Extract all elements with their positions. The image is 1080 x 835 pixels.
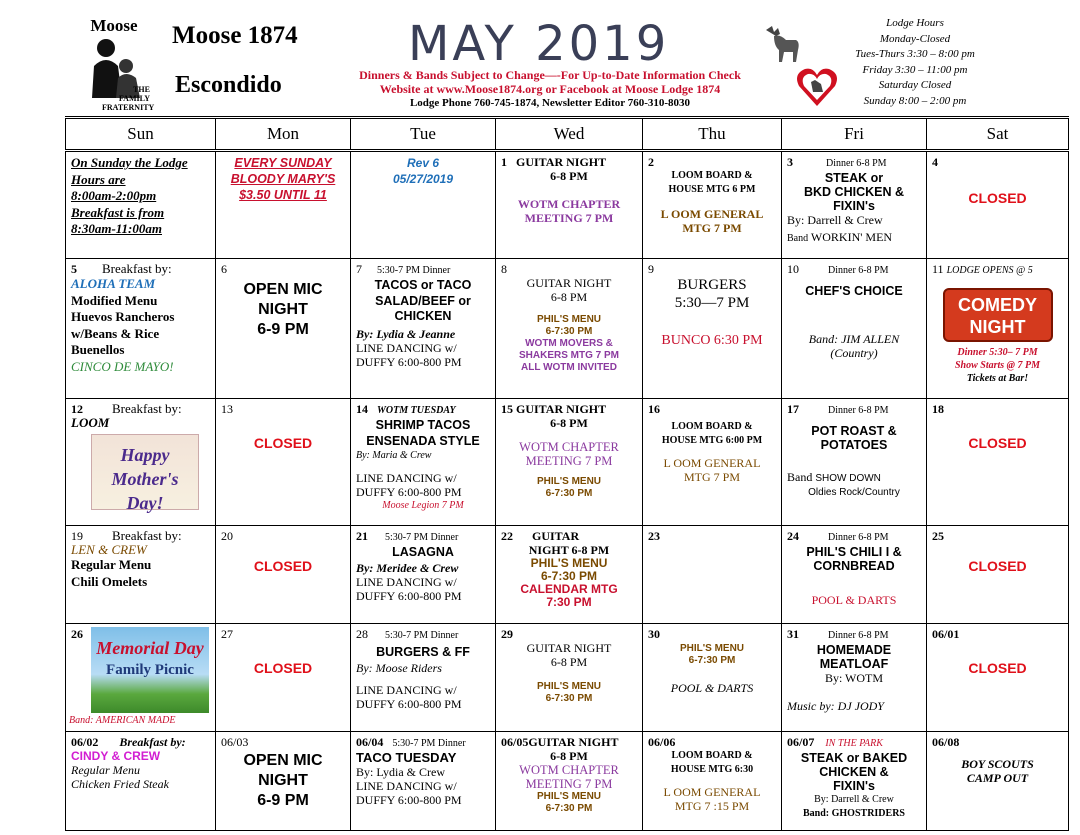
closed-label: CLOSED: [968, 660, 1027, 676]
day-cell: 06/07 IN THE PARK STEAK or BAKED CHICKEN & FIXIN's By: Darrell & Crew Band: GHOSTRIDERS: [782, 732, 927, 831]
weekday-fri: Fri: [782, 118, 927, 151]
org-location: Escondido: [175, 72, 282, 98]
day-number: 28: [356, 627, 368, 641]
day-cell: 19 Breakfast by: LEN & CREW Regular Menu Chili Omelets: [66, 526, 216, 624]
day-cell: 28 5:30-7 PM Dinner BURGERS & FF By: Moose Riders LINE DANCING w/ DUFFY 6:00-800 PM: [351, 624, 496, 732]
moose-icon: [762, 24, 802, 64]
week-row: [66, 624, 1069, 732]
day-number: 11: [932, 262, 944, 276]
day-number: 22: [501, 529, 513, 543]
day-cell: [216, 624, 351, 732]
weekday-sun: Sun: [66, 118, 216, 151]
day-cell: 06/03 OPEN MIC NIGHT 6-9 PM: [216, 732, 351, 831]
day-number: 06/01: [932, 627, 960, 641]
day-cell: 10 Dinner 6-8 PM CHEF'S CHOICE Band: JIM ALLEN (Country): [782, 259, 927, 399]
week-row: [66, 151, 1069, 259]
day-cell: 3 Dinner 6-8 PM STEAK or BKD CHICKEN & FIXIN's By: Darrell & Crew Band WORKIN' MEN: [782, 151, 927, 259]
weekday-mon: Mon: [216, 118, 351, 151]
month-title: MAY 2019: [408, 16, 670, 72]
day-number: 8: [501, 262, 507, 276]
day-number: 3: [787, 155, 793, 169]
day-number: 29: [501, 627, 513, 641]
day-number: 1: [501, 155, 507, 169]
day-number: 13: [221, 402, 233, 416]
day-number: 2: [648, 155, 654, 169]
day-cell: [927, 526, 1069, 624]
day-cell: 29 GUITAR NIGHT 6-8 PM PHIL'S MENU 6-7:30 PM: [496, 624, 643, 732]
day-number: 10: [787, 262, 799, 276]
day-cell: 15 GUITAR NIGHT 6-8 PM WOTM CHAPTER MEETING 7 PM PHIL'S MENU 6-7:30 PM: [496, 399, 643, 526]
day-cell: 2 LOOM BOARD & HOUSE MTG 6 PM L OOM GENERAL MTG 7 PM: [643, 151, 782, 259]
day-cell: 31 Dinner 6-8 PM HOMEMADE MEATLOAF By: WOTM Music by: DJ JODY: [782, 624, 927, 732]
day-number: 06/03: [221, 735, 249, 749]
day-cell: 6 OPEN MIC NIGHT 6-9 PM: [216, 259, 351, 399]
day-cell: 11 LODGE OPENS @ 5 COMEDY NIGHT Dinner 5:30– 7 PM Show Starts @ 7 PM Tickets at Bar!: [927, 259, 1069, 399]
week-row: [66, 259, 1069, 399]
logo-tagline: THE FAMILY FRATERNITY: [102, 85, 155, 112]
day-cell: EVERY SUNDAY BLOODY MARY'S $3.50 UNTIL 11: [216, 151, 351, 259]
day-cell: [927, 399, 1069, 526]
day-number: 06/07: [787, 735, 815, 749]
day-number: 4: [932, 155, 938, 169]
moose-logo: [78, 16, 155, 112]
day-number: 23: [648, 529, 660, 543]
day-cell: [927, 151, 1069, 259]
closed-label: CLOSED: [253, 558, 313, 574]
day-number: 6: [221, 262, 227, 276]
day-number: 24: [787, 529, 799, 543]
week-row: [66, 732, 1069, 831]
schedule-notice: Dinners & Bands Subject to Change—-For Up-to-Date Information Check Website at www.Moose1874.org or Facebook at Moose Lodge 1874: [359, 68, 741, 96]
day-number: 9: [648, 262, 654, 276]
day-cell: 06/02 Breakfast by: CINDY & CREW Regular Menu Chicken Fried Steak: [66, 732, 216, 831]
day-cell: 06/06 LOOM BOARD & HOUSE MTG 6:30 L OOM GENERAL MTG 7 :15 PM: [643, 732, 782, 831]
day-number: 15: [501, 402, 513, 416]
memorial-day-image: Memorial Day Family Picnic: [91, 627, 209, 713]
day-cell: 1 GUITAR NIGHT 6-8 PM WOTM CHAPTER MEETING 7 PM: [496, 151, 643, 259]
closed-label: CLOSED: [253, 660, 313, 676]
day-cell: 12 Breakfast by: LOOM Happy Mother's Day!: [66, 399, 216, 526]
day-number: 06/05: [501, 735, 529, 749]
day-cell: 9 BURGERS 5:30—7 PM BUNCO 6:30 PM: [643, 259, 782, 399]
mothers-day-image: Happy Mother's Day!: [91, 434, 199, 510]
week-row: [66, 399, 1069, 526]
day-number: 27: [221, 627, 233, 641]
day-number: 16: [648, 402, 660, 416]
day-number: 5: [71, 262, 77, 276]
day-cell: 06/04 5:30-7 PM Dinner TACO TUESDAY By: Lydia & Crew LINE DANCING w/ DUFFY 6:00-800 PM: [351, 732, 496, 831]
day-cell: 5 Breakfast by: ALOHA TEAM Modified Menu Huevos Rancheros w/Beans & Rice Buenellos CINCO DE MAYO!: [66, 259, 216, 399]
day-number: 06/02: [71, 735, 99, 749]
day-number: 25: [932, 529, 944, 543]
weekday-sat: Sat: [927, 118, 1069, 151]
day-cell: 7 5:30-7 PM Dinner TACOS or TACO SALAD/BEEF or CHICKEN By: Lydia & Jeanne LINE DANCING w/ DUFFY 6:00-800 PM: [351, 259, 496, 399]
day-cell: 14 WOTM TUESDAY SHRIMP TACOS ENSENADA STYLE By: Maria & Crew LINE DANCING w/ DUFFY 6:00-800 PM Moose Legion 7 PM: [351, 399, 496, 526]
day-cell: On Sunday the Lodge Hours are 8:00am-2:00pm Breakfast is from 8:30am-11:00am: [66, 151, 216, 259]
day-cell: 8 GUITAR NIGHT 6-8 PM PHIL'S MENU 6-7:30 PM WOTM MOVERS & SHAKERS MTG 7 PM ALL WOTM INVITED: [496, 259, 643, 399]
weekday-tue: Tue: [351, 118, 496, 151]
logo-title: Moose: [90, 16, 138, 35]
lodge-hours: Lodge Hours Monday-Closed Tues-Thurs 3:30 – 8:00 pm Friday 3:30 – 11:00 pm Saturday Closed Sunday 8:00 – 2:00 pm: [855, 17, 975, 107]
weekday-header-row: [66, 118, 1069, 151]
day-cell: [216, 526, 351, 624]
day-number: 30: [648, 627, 660, 641]
day-number: 26: [71, 627, 83, 641]
week-row: [66, 526, 1069, 624]
day-cell: 06/08 BOY SCOUTS CAMP OUT: [927, 732, 1069, 831]
day-number: 20: [221, 529, 233, 543]
comedy-night-image: COMEDY NIGHT: [943, 288, 1053, 342]
day-cell: [643, 526, 782, 624]
day-cell: 16 LOOM BOARD & HOUSE MTG 6:00 PM L OOM GENERAL MTG 7 PM: [643, 399, 782, 526]
day-cell: 06/05GUITAR NIGHT 6-8 PM WOTM CHAPTER MEETING 7 PM PHIL'S MENU 6-7:30 PM: [496, 732, 643, 831]
day-number: 18: [932, 402, 944, 416]
day-number: 17: [787, 402, 799, 416]
day-cell: [927, 624, 1069, 732]
day-number: 06/06: [648, 735, 676, 749]
day-cell: 22 GUITAR NIGHT 6-8 PM PHIL'S MENU 6-7:30 PM CALENDAR MTG 7:30 PM: [496, 526, 643, 624]
day-number: 21: [356, 529, 368, 543]
day-number: 12: [71, 402, 83, 416]
day-number: 19: [71, 529, 83, 543]
day-cell: Rev 6 05/27/2019: [351, 151, 496, 259]
closed-label: CLOSED: [253, 435, 313, 451]
day-cell: 17 Dinner 6-8 PM POT ROAST & POTATOES Band SHOW DOWN Oldies Rock/Country: [782, 399, 927, 526]
day-cell: 21 5:30-7 PM Dinner LASAGNA By: Meridee & Crew LINE DANCING w/ DUFFY 6:00-800 PM: [351, 526, 496, 624]
day-number: 7: [356, 262, 362, 276]
org-name: Moose 1874: [172, 22, 298, 49]
closed-label: CLOSED: [968, 435, 1027, 451]
day-cell: 30 PHIL'S MENU 6-7:30 PM POOL & DARTS: [643, 624, 782, 732]
day-cell: 24 Dinner 6-8 PM PHIL'S CHILI I & CORNBREAD POOL & DARTS: [782, 526, 927, 624]
calendar-header: [0, 0, 1080, 114]
day-number: 06/04: [356, 735, 384, 749]
weekday-thu: Thu: [643, 118, 782, 151]
heart-moose-icon: [795, 66, 839, 108]
day-number: 14: [356, 402, 368, 416]
closed-label: CLOSED: [968, 190, 1027, 206]
day-cell: [216, 399, 351, 526]
day-cell: 26 Memorial Day Family Picnic Band: AMERICAN MADE: [66, 624, 216, 732]
closed-label: CLOSED: [968, 558, 1027, 574]
weekday-wed: Wed: [496, 118, 643, 151]
calendar-grid: [65, 116, 1069, 831]
day-number: 06/08: [932, 735, 960, 749]
day-number: 31: [787, 627, 799, 641]
phone-line: Lodge Phone 760-745-1874, Newsletter Editor 760-310-8030: [409, 97, 691, 109]
